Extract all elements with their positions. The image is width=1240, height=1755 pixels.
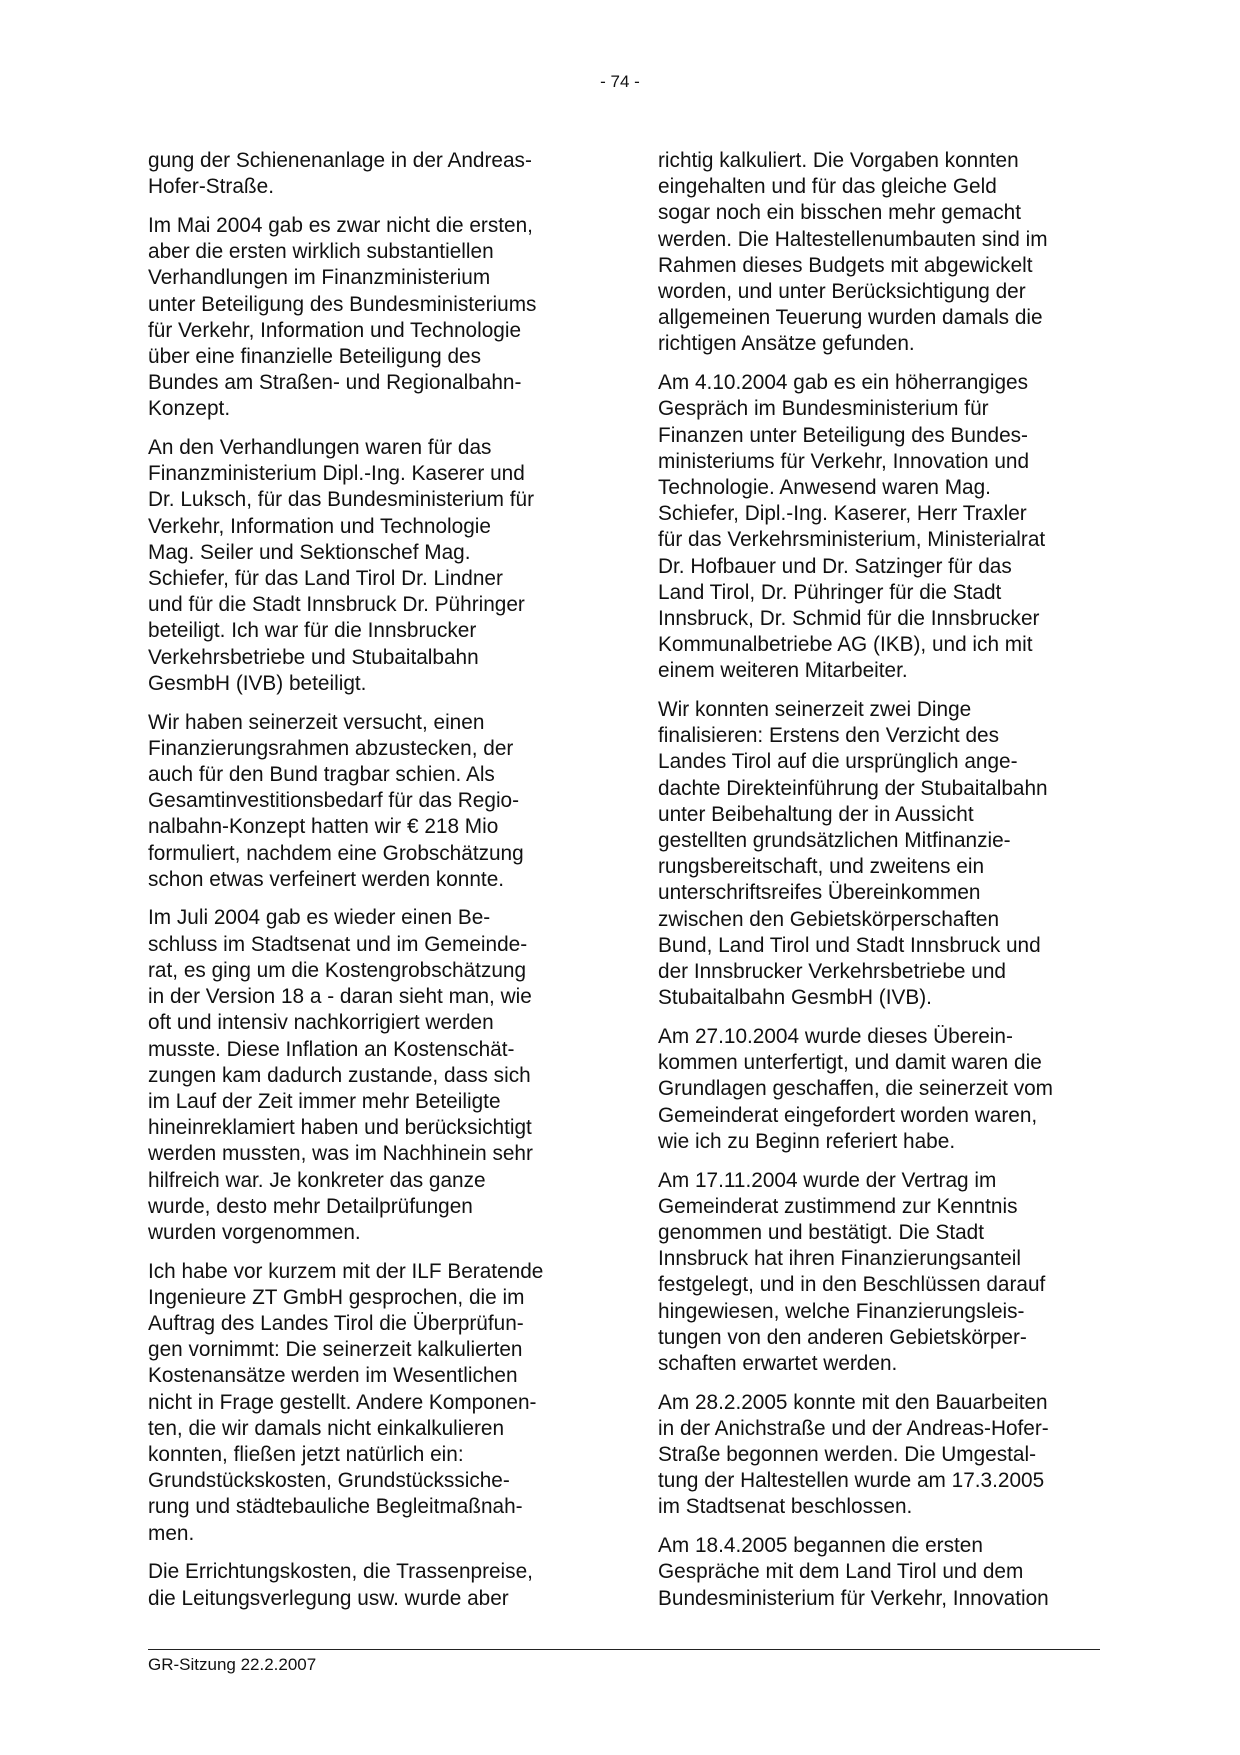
paragraph: Die Errichtungskosten, die Trassenpreise, die Leitungsverlegung usw. wurde aber <box>148 1560 533 1610</box>
page-number: - 74 - <box>600 72 640 91</box>
paragraph: Wir haben seinerzeit versucht, einen Finanzierungsrahmen abzustecken, der auch für den Bund tragbar schien. Als Gesamtinvestitionsbedarf für das Regio- nalbahn-Konzept hatten wir € 218 Mio formuliert, nachdem eine Grobschätzung schon etwas verfeinert werden konnte. <box>148 710 524 891</box>
paragraph: richtig kalkuliert. Die Vorgaben konnten eingehalten und für das gleiche Geld sogar noch ein bisschen mehr gemacht werden. Die Haltestellenumbauten sind im Rahmen dieses Budgets mit abgewickelt worden, und unter Berücksichtigung der allgemeinen Teuerung wurden damals die richtigen Ansätze gefunden. <box>658 149 1048 356</box>
paragraph: Am 4.10.2004 gab es ein höherrangiges Gespräch im Bundesministerium für Finanzen unter Beteiligung des Bundes- ministeriums für Verkehr, Innovation und Technologie. Anwesend waren Mag. Schiefer, Dipl.-Ing. Kaserer, Herr Traxler für das Verkehrsministerium, Ministerialrat Dr. Hofbauer und Dr. Satzinger für das Land Tirol, Dr. Pühringer für die Stadt Innsbruck, Dr. Schmid für die Innsbrucker Kommunalbetriebe AG (IKB), und ich mit einem weiteren Mitarbeiter. <box>658 371 1046 683</box>
paragraph: Im Juli 2004 gab es wieder einen Be- schluss im Stadtsenat und im Gemeinde- rat, es ging um die Kostengrobschätzung in der Version 18 a - daran sieht man, wie oft und intensiv nachkorrigiert werden musste. Diese Inflation an Kostenschät- zungen kam dadurch zustande, dass sich im Lauf der Zeit immer mehr Beteiligte hineinreklamiert haben und berücksichtigt werden mussten, was im Nachhinein sehr hilfreich war. Je konkreter das ganze wurde, desto mehr Detailprüfungen wurden vorgenommen. <box>148 906 533 1244</box>
paragraph: Am 28.2.2005 konnte mit den Bauarbeiten in der Anichstraße und der Andreas-Hofer- Straße begonnen werden. Die Umgestal- tung der Haltestellen wurde am 17.3.2005 im Stadtsenat beschlossen. <box>658 1390 1049 1519</box>
paragraph: Am 18.4.2005 begannen die ersten Gespräche mit dem Land Tirol und dem Bundesministerium für Verkehr, Innovation <box>658 1534 1049 1610</box>
paragraph: Im Mai 2004 gab es zwar nicht die ersten, aber die ersten wirklich substantiellen Verhandlungen im Finanzministerium unter Beteiligung des Bundesministeriums für Verkehr, Information und Technologie über eine finanzielle Beteiligung des Bundes am Straßen- und Regionalbahn- Konzept. <box>148 213 537 421</box>
paragraph: An den Verhandlungen waren für das Finanzministerium Dipl.-Ing. Kaserer und Dr. Luksch, für das Bundesministerium für Verkehr, Information und Technologie Mag. Seiler und Sektionschef Mag. Schiefer, für das Land Tirol Dr. Lindner und für die Stadt Innsbruck Dr. Pühringer beteiligt. Ich war für die Innsbrucker Verkehrsbetriebe und Stubaitalbahn GesmbH (IVB) beteiligt. <box>148 436 535 695</box>
left-column <box>148 148 598 1624</box>
footer-divider <box>148 1649 1100 1650</box>
paragraph: Wir konnten seinerzeit zwei Dinge finalisieren: Erstens den Verzicht des Landes Tirol auf die ursprünglich ange- dachte Direkteinführung der Stubaitalbahn unter Beibehaltung der in Aussicht gestellten grundsätzlichen Mitfinanzie- rungsbereitschaft, und zweitens ein unterschriftsreifes Übereinkommen zwischen den Gebietskörperschaften Bund, Land Tirol und Stadt Innsbruck und der Innsbrucker Verkehrsbetriebe und Stubaitalbahn GesmbH (IVB). <box>658 698 1048 1010</box>
paragraph: Ich habe vor kurzem mit der ILF Beratende Ingenieure ZT GmbH gesprochen, die im Auftrag des Landes Tirol die Überprüfun- gen vornimmt: Die seinerzeit kalkulierten Kostenansätze werden im Wesentlichen nicht in Frage gestellt. Andere Komponen- ten, die wir damals nicht einkalkulieren konnten, fließen jetzt natürlich ein: Grundstückskosten, Grundstückssiche- rung und städtebauliche Begleitmaßnah- men. <box>148 1259 544 1545</box>
paragraph: Am 17.11.2004 wurde der Vertrag im Gemeinderat zustimmend zur Kenntnis genommen und bestätigt. Die Stadt Innsbruck hat ihren Finanzierungsanteil festgelegt, und in den Beschlüssen darauf hingewiesen, welche Finanzierungsleis- tungen von den anderen Gebietskörper- schaften erwartet werden. <box>658 1168 1046 1375</box>
right-column <box>658 148 1108 1624</box>
footer-session-label: GR-Sitzung 22.2.2007 <box>148 1655 317 1674</box>
paragraph: gung der Schienenanlage in der Andreas- Hofer-Straße. <box>148 149 532 199</box>
paragraph: Am 27.10.2004 wurde dieses Überein- kommen unterfertigt, und damit waren die Grundlagen geschaffen, die seinerzeit vom Gemeinderat eingefordert worden waren, wie ich zu Beginn referiert habe. <box>658 1025 1053 1153</box>
